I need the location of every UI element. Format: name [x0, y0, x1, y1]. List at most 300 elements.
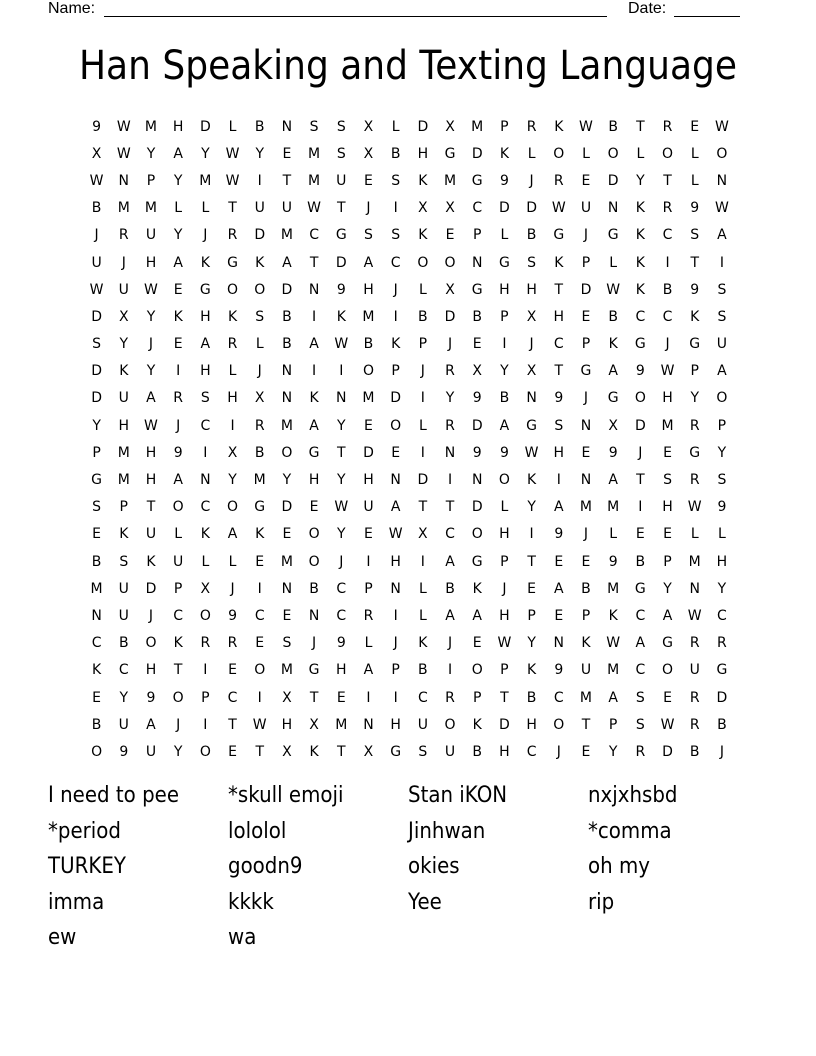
- grid-cell: J: [366, 200, 371, 217]
- grid-cell: M: [199, 172, 212, 189]
- grid-cell: I: [719, 254, 724, 271]
- grid-cell: Y: [146, 145, 156, 162]
- grid-cell: Y: [119, 336, 129, 353]
- grid-cell: B: [608, 118, 618, 135]
- grid-cell: D: [281, 281, 293, 298]
- grid-cell: H: [417, 145, 429, 162]
- grid-cell: G: [91, 472, 103, 489]
- grid-cell: X: [118, 308, 129, 325]
- grid-cell: A: [173, 472, 183, 489]
- grid-cell: P: [472, 689, 482, 706]
- grid-cell: I: [339, 363, 344, 380]
- grid-cell: C: [91, 635, 102, 652]
- grid-cell: U: [689, 662, 700, 679]
- grid-cell: I: [176, 363, 181, 380]
- grid-cell: L: [690, 172, 699, 189]
- grid-cell: N: [580, 472, 592, 489]
- grid-cell: B: [91, 200, 102, 217]
- grid-cell: E: [472, 635, 482, 652]
- grid-cell: P: [663, 553, 672, 570]
- grid-cell: J: [148, 336, 154, 353]
- grid-cell: M: [253, 472, 266, 489]
- grid-cell: D: [199, 118, 211, 135]
- grid-cell: I: [447, 472, 453, 489]
- grid-cell: Y: [500, 363, 509, 380]
- grid-cell: A: [363, 254, 374, 271]
- grid-cell: X: [200, 580, 211, 597]
- grid-cell: U: [580, 662, 592, 679]
- grid-cell: 9: [608, 553, 618, 570]
- grid-cell: A: [608, 689, 618, 706]
- grid-cell: 9: [336, 635, 346, 652]
- grid-cell: R: [662, 200, 673, 217]
- grid-cell: B: [499, 390, 510, 407]
- grid-cell: J: [583, 526, 589, 543]
- grid-cell: E: [255, 553, 265, 570]
- grid-cell: M: [280, 553, 293, 570]
- grid-cell: B: [390, 145, 401, 162]
- grid-cell: N: [553, 635, 565, 652]
- grid-cell: S: [717, 472, 727, 489]
- grid-cell: J: [393, 635, 398, 652]
- grid-cell: P: [364, 580, 373, 597]
- grid-cell: N: [281, 118, 293, 135]
- grid-cell: O: [172, 689, 184, 706]
- grid-cell: M: [117, 200, 130, 217]
- grid-cell: L: [418, 607, 427, 624]
- grid-cell: E: [635, 526, 645, 543]
- grid-cell: G: [390, 743, 402, 760]
- grid-cell: R: [173, 390, 184, 407]
- grid-cell: L: [174, 200, 183, 217]
- grid-cell: G: [607, 390, 619, 407]
- grid-cell: U: [118, 390, 129, 407]
- grid-cell: K: [527, 662, 537, 679]
- grid-cell: L: [500, 227, 509, 244]
- grid-cell: I: [257, 580, 262, 597]
- grid-cell: X: [445, 200, 455, 217]
- grid-cell: N: [390, 580, 401, 597]
- grid-cell: Y: [282, 472, 292, 489]
- grid-cell: J: [230, 580, 235, 597]
- grid-cell: L: [418, 417, 427, 434]
- header: [48, 0, 748, 20]
- grid-cell: U: [444, 743, 456, 760]
- grid-cell: 9: [554, 662, 564, 679]
- date-label: Date:: [628, 0, 667, 17]
- grid-cell: S: [717, 308, 727, 325]
- grid-cell: L: [228, 118, 237, 135]
- grid-cell: R: [227, 635, 238, 652]
- grid-cell: X: [445, 118, 455, 135]
- grid-cell: J: [638, 444, 643, 461]
- grid-cell: U: [145, 743, 157, 760]
- name-blank-line[interactable]: [104, 16, 607, 17]
- grid-cell: W: [660, 716, 675, 733]
- grid-cell: D: [471, 417, 483, 434]
- grid-cell: N: [308, 607, 320, 624]
- grid-cell: A: [282, 254, 292, 271]
- grid-cell: M: [144, 200, 158, 217]
- grid-cell: B: [254, 444, 265, 461]
- word-list-item: Yee: [408, 889, 442, 915]
- word-list-item: oh my: [588, 854, 650, 879]
- grid-cell: T: [554, 281, 564, 298]
- grid-cell: T: [282, 172, 292, 189]
- grid-cell: N: [471, 254, 483, 271]
- grid-cell: I: [393, 308, 398, 325]
- grid-cell: J: [420, 363, 425, 380]
- grid-cell: O: [662, 662, 674, 679]
- grid-cell: W: [334, 499, 349, 516]
- grid-cell: E: [336, 689, 346, 706]
- grid-cell: D: [335, 254, 347, 271]
- grid-cell: B: [91, 716, 102, 733]
- grid-cell: E: [228, 662, 237, 679]
- grid-cell: J: [665, 336, 670, 353]
- grid-cell: G: [526, 417, 538, 434]
- grid-cell: W: [144, 281, 158, 298]
- grid-cell: U: [417, 716, 428, 733]
- grid-cell: O: [308, 526, 320, 543]
- grid-cell: P: [119, 499, 128, 516]
- grid-cell: H: [363, 472, 374, 489]
- grid-cell: N: [281, 390, 293, 407]
- grid-cell: W: [714, 118, 729, 135]
- grid-cell: E: [92, 526, 102, 543]
- grid-cell: T: [173, 662, 183, 679]
- grid-cell: I: [257, 689, 262, 706]
- grid-cell: K: [418, 172, 428, 189]
- grid-cell: K: [635, 281, 645, 298]
- grid-cell: B: [689, 743, 700, 760]
- grid-cell: L: [609, 526, 618, 543]
- grid-cell: G: [634, 336, 646, 353]
- grid-cell: S: [200, 390, 210, 407]
- grid-cell: L: [527, 145, 536, 162]
- grid-cell: M: [280, 227, 293, 244]
- grid-cell: P: [92, 444, 101, 461]
- grid-cell: U: [281, 200, 293, 217]
- grid-cell: I: [393, 607, 398, 624]
- grid-cell: G: [689, 444, 701, 461]
- grid-cell: K: [635, 254, 645, 271]
- grid-cell: P: [608, 716, 618, 733]
- grid-cell: Y: [146, 308, 156, 325]
- grid-cell: L: [255, 336, 264, 353]
- grid-cell: C: [662, 227, 673, 244]
- grid-cell: D: [607, 172, 619, 189]
- grid-cell: I: [257, 172, 262, 189]
- grid-cell: J: [583, 390, 589, 407]
- grid-cell: O: [417, 254, 429, 271]
- grid-cell: B: [608, 308, 618, 325]
- word-list-item: imma: [48, 889, 105, 915]
- grid-cell: N: [471, 472, 483, 489]
- grid-cell: O: [716, 145, 728, 162]
- grid-cell: I: [556, 472, 561, 489]
- grid-cell: N: [308, 281, 320, 298]
- grid-cell: E: [581, 308, 591, 325]
- grid-cell: 9: [146, 689, 156, 706]
- grid-cell: C: [390, 254, 401, 271]
- grid-cell: M: [335, 716, 348, 733]
- grid-cell: G: [335, 227, 347, 244]
- grid-cell: O: [634, 390, 646, 407]
- grid-cell: L: [391, 118, 400, 135]
- grid-cell: W: [606, 281, 621, 298]
- grid-cell: O: [498, 472, 510, 489]
- grid-cell: N: [390, 472, 401, 489]
- grid-cell: 9: [173, 444, 183, 461]
- grid-cell: N: [716, 172, 728, 189]
- grid-cell: M: [607, 499, 620, 516]
- grid-cell: P: [527, 607, 536, 624]
- grid-cell: Y: [445, 390, 455, 407]
- grid-cell: A: [146, 390, 156, 407]
- grid-cell: L: [201, 200, 210, 217]
- word-list-item: Jinhwan: [408, 818, 486, 844]
- grid-cell: G: [444, 145, 456, 162]
- grid-cell: M: [471, 118, 484, 135]
- grid-cell: H: [145, 444, 157, 461]
- grid-cell: D: [363, 444, 374, 461]
- grid-cell: C: [309, 227, 319, 244]
- grid-cell: L: [418, 580, 427, 597]
- grid-cell: I: [366, 553, 371, 570]
- grid-cell: I: [203, 444, 208, 461]
- grid-cell: R: [254, 417, 265, 434]
- grid-cell: T: [527, 553, 536, 570]
- grid-cell: N: [91, 607, 102, 624]
- grid-cell: P: [581, 254, 591, 271]
- date-blank-line[interactable]: [674, 16, 740, 17]
- grid-cell: A: [309, 336, 319, 353]
- grid-cell: D: [499, 716, 510, 733]
- grid-cell: K: [581, 635, 591, 652]
- grid-cell: D: [580, 281, 592, 298]
- grid-cell: K: [608, 336, 618, 353]
- grid-cell: B: [91, 553, 102, 570]
- grid-cell: Y: [173, 743, 183, 760]
- grid-cell: N: [444, 444, 456, 461]
- grid-cell: T: [146, 499, 156, 516]
- grid-cell: T: [500, 689, 509, 706]
- grid-cell: O: [172, 499, 184, 516]
- grid-cell: O: [471, 526, 483, 543]
- grid-cell: C: [118, 662, 129, 679]
- grid-cell: W: [579, 118, 593, 135]
- grid-cell: K: [255, 254, 265, 271]
- grid-cell: S: [92, 499, 102, 516]
- grid-cell: R: [553, 172, 564, 189]
- grid-cell: I: [366, 689, 371, 706]
- grid-cell: P: [717, 417, 727, 434]
- grid-cell: H: [526, 281, 537, 298]
- grid-cell: G: [716, 662, 728, 679]
- grid-cell: K: [146, 553, 156, 570]
- grid-cell: N: [363, 716, 374, 733]
- grid-cell: A: [608, 472, 618, 489]
- grid-cell: K: [635, 227, 645, 244]
- grid-cell: G: [689, 336, 701, 353]
- grid-cell: B: [418, 308, 428, 325]
- grid-cell: R: [662, 118, 673, 135]
- grid-cell: E: [228, 743, 237, 760]
- grid-cell: X: [526, 363, 537, 380]
- grid-cell: E: [554, 607, 564, 624]
- grid-cell: I: [203, 716, 208, 733]
- grid-cell: T: [418, 499, 428, 516]
- grid-cell: J: [447, 336, 453, 353]
- grid-cell: W: [714, 200, 729, 217]
- grid-cell: M: [688, 553, 701, 570]
- grid-cell: A: [363, 662, 374, 679]
- grid-cell: B: [662, 281, 673, 298]
- grid-cell: L: [201, 553, 210, 570]
- grid-cell: D: [662, 743, 673, 760]
- grid-cell: W: [252, 716, 267, 733]
- grid-cell: D: [91, 390, 102, 407]
- grid-cell: S: [336, 145, 346, 162]
- grid-cell: J: [121, 254, 126, 271]
- word-list-item: goodn9: [228, 854, 303, 879]
- grid-cell: H: [390, 553, 401, 570]
- grid-cell: O: [227, 281, 239, 298]
- grid-cell: L: [500, 499, 509, 516]
- grid-cell: O: [145, 635, 157, 652]
- grid-cell: U: [118, 580, 129, 597]
- grid-cell: X: [418, 526, 428, 543]
- grid-cell: R: [717, 635, 727, 652]
- grid-cell: X: [363, 743, 374, 760]
- grid-cell: D: [471, 145, 483, 162]
- grid-cell: 9: [119, 743, 129, 760]
- word-list-item: *comma: [588, 818, 672, 844]
- grid-cell: D: [91, 308, 102, 325]
- grid-cell: H: [281, 716, 293, 733]
- grid-cell: M: [90, 580, 103, 597]
- grid-cell: P: [690, 363, 699, 380]
- grid-cell: E: [364, 526, 373, 543]
- grid-cell: B: [581, 580, 591, 597]
- grid-cell: G: [662, 635, 673, 652]
- grid-cell: H: [499, 607, 510, 624]
- grid-cell: O: [199, 743, 211, 760]
- grid-cell: G: [634, 580, 646, 597]
- word-list-item: lololol: [228, 818, 287, 844]
- grid-cell: R: [635, 743, 646, 760]
- grid-cell: W: [225, 145, 240, 162]
- grid-cell: Y: [717, 580, 727, 597]
- grid-cell: B: [309, 580, 319, 597]
- grid-cell: G: [471, 172, 483, 189]
- grid-cell: X: [363, 145, 374, 162]
- grid-cell: G: [498, 254, 510, 271]
- grid-cell: A: [553, 580, 564, 597]
- grid-cell: D: [499, 200, 510, 217]
- grid-cell: Y: [173, 172, 183, 189]
- grid-cell: K: [527, 472, 537, 489]
- grid-cell: X: [472, 363, 483, 380]
- grid-cell: L: [690, 526, 699, 543]
- grid-cell: U: [716, 336, 728, 353]
- grid-cell: 9: [554, 526, 564, 543]
- grid-cell: J: [583, 227, 589, 244]
- grid-cell: D: [417, 472, 429, 489]
- grid-cell: R: [445, 689, 455, 706]
- grid-cell: P: [418, 336, 428, 353]
- grid-cell: M: [579, 689, 593, 706]
- grid-cell: W: [388, 526, 403, 543]
- grid-cell: 9: [499, 444, 509, 461]
- grid-cell: S: [309, 118, 319, 135]
- grid-cell: O: [662, 145, 674, 162]
- grid-cell: Y: [173, 227, 183, 244]
- grid-cell: D: [526, 200, 537, 217]
- grid-cell: N: [281, 580, 293, 597]
- grid-cell: R: [445, 417, 455, 434]
- grid-cell: E: [391, 444, 401, 461]
- grid-cell: H: [200, 308, 211, 325]
- grid-cell: W: [687, 499, 702, 516]
- grid-cell: T: [255, 743, 264, 760]
- grid-cell: M: [661, 417, 674, 434]
- grid-cell: B: [282, 336, 292, 353]
- grid-cell: J: [502, 580, 507, 597]
- grid-cell: E: [92, 689, 102, 706]
- grid-cell: R: [445, 363, 455, 380]
- grid-cell: I: [393, 200, 398, 217]
- grid-cell: Y: [228, 472, 237, 489]
- grid-cell: U: [173, 553, 184, 570]
- grid-cell: C: [336, 607, 347, 624]
- grid-cell: O: [281, 444, 293, 461]
- grid-cell: S: [717, 281, 727, 298]
- grid-cell: T: [690, 254, 699, 271]
- grid-cell: M: [579, 499, 593, 516]
- grid-cell: O: [308, 553, 320, 570]
- word-list-item: nxjxhsbd: [588, 783, 678, 808]
- grid-cell: K: [255, 526, 265, 543]
- grid-cell: D: [254, 227, 266, 244]
- grid-cell: G: [471, 553, 483, 570]
- grid-cell: O: [444, 716, 456, 733]
- grid-cell: O: [254, 281, 266, 298]
- grid-cell: A: [445, 607, 455, 624]
- grid-cell: E: [554, 553, 564, 570]
- grid-cell: B: [472, 308, 483, 325]
- grid-cell: P: [500, 308, 509, 325]
- grid-cell: K: [635, 200, 645, 217]
- grid-cell: E: [282, 526, 292, 543]
- grid-cell: M: [117, 444, 130, 461]
- grid-cell: B: [635, 553, 646, 570]
- grid-cell: B: [254, 118, 265, 135]
- grid-cell: A: [173, 254, 183, 271]
- word-list-item: okies: [408, 854, 460, 879]
- grid-cell: K: [309, 743, 319, 760]
- word-list-item: kkkk: [228, 889, 274, 915]
- grid-cell: I: [420, 444, 425, 461]
- grid-cell: P: [391, 662, 400, 679]
- grid-cell: I: [502, 336, 507, 353]
- grid-cell: P: [391, 363, 400, 380]
- grid-cell: N: [526, 390, 537, 407]
- grid-cell: I: [420, 553, 425, 570]
- grid-cell: K: [472, 580, 482, 597]
- grid-cell: T: [636, 118, 645, 135]
